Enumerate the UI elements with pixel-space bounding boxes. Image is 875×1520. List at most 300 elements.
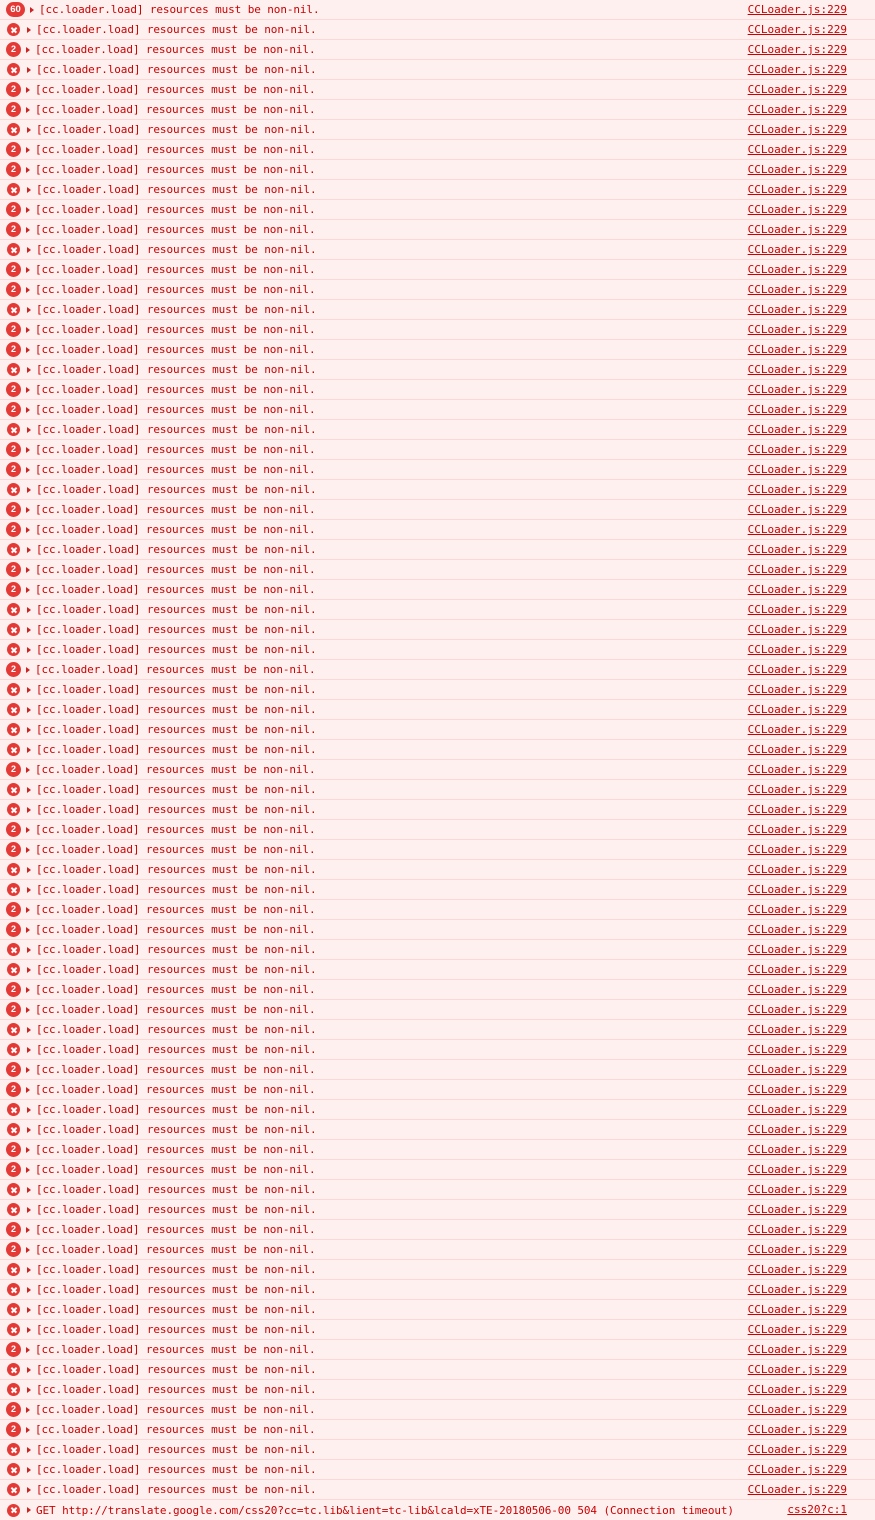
disclosure-triangle-icon[interactable]	[27, 1447, 31, 1453]
console-message: [cc.loader.load] resources must be non-nil.	[35, 583, 316, 596]
console-message: [cc.loader.load] resources must be non-nil.	[36, 243, 317, 256]
disclosure-triangle-icon[interactable]	[26, 47, 30, 53]
source-link[interactable]: CCLoader.js:229	[747, 1263, 847, 1276]
disclosure-triangle-icon[interactable]	[26, 987, 30, 993]
console-row[interactable]	[0, 1000, 875, 1020]
console-row[interactable]	[0, 1220, 875, 1240]
source-link[interactable]: CCLoader.js:229	[747, 803, 847, 816]
source-link[interactable]: CCLoader.js:229	[747, 1183, 847, 1196]
source-link[interactable]: CCLoader.js:229	[747, 1123, 847, 1136]
source-link[interactable]: CCLoader.js:229	[747, 83, 847, 96]
source-link[interactable]: CCLoader.js:229	[747, 1283, 847, 1296]
error-circle-icon	[7, 803, 20, 816]
console-row[interactable]	[0, 280, 875, 300]
source-link[interactable]: CCLoader.js:229	[747, 523, 847, 536]
disclosure-triangle-icon[interactable]	[26, 1167, 30, 1173]
console-row[interactable]	[0, 1240, 875, 1260]
error-circle-icon	[7, 423, 20, 436]
source-link[interactable]: CCLoader.js:229	[747, 1323, 847, 1336]
error-circle-icon	[7, 1283, 20, 1296]
console-row[interactable]	[0, 1300, 875, 1320]
console-row[interactable]	[0, 560, 875, 580]
disclosure-triangle-icon[interactable]	[26, 1227, 30, 1233]
source-link[interactable]: CCLoader.js:229	[747, 663, 847, 676]
repeat-count-badge: 2	[6, 1402, 21, 1417]
disclosure-triangle-icon[interactable]	[26, 827, 30, 833]
repeat-count-badge: 2	[6, 582, 21, 597]
console-message: [cc.loader.load] resources must be non-nil.	[35, 403, 316, 416]
source-link[interactable]: CCLoader.js:229	[747, 163, 847, 176]
error-circle-icon	[7, 543, 20, 556]
disclosure-triangle-icon[interactable]	[26, 507, 30, 513]
console-message: [cc.loader.load] resources must be non-nil.	[36, 603, 317, 616]
console-message: [cc.loader.load] resources must be non-nil.	[35, 1063, 316, 1076]
console-message: [cc.loader.load] resources must be non-nil.	[35, 563, 316, 576]
console-row[interactable]	[0, 1100, 875, 1120]
disclosure-triangle-icon[interactable]	[26, 347, 30, 353]
console-row[interactable]	[0, 120, 875, 140]
console-row[interactable]	[0, 460, 875, 480]
console-row[interactable]	[0, 180, 875, 200]
repeat-count-badge: 2	[6, 262, 21, 277]
console-row[interactable]	[0, 320, 875, 340]
source-link[interactable]: CCLoader.js:229	[747, 583, 847, 596]
disclosure-triangle-icon[interactable]	[26, 107, 30, 113]
disclosure-triangle-icon[interactable]	[26, 847, 30, 853]
console-row[interactable]	[0, 1020, 875, 1040]
disclosure-triangle-icon[interactable]	[27, 127, 31, 133]
console-row[interactable]	[0, 60, 875, 80]
repeat-count-badge: 2	[6, 502, 21, 517]
disclosure-triangle-icon[interactable]	[26, 207, 30, 213]
source-link[interactable]: CCLoader.js:229	[747, 383, 847, 396]
source-link[interactable]: CCLoader.js:229	[747, 1463, 847, 1476]
disclosure-triangle-icon[interactable]	[27, 1267, 31, 1273]
console-message: [cc.loader.load] resources must be non-nil.	[36, 643, 317, 656]
repeat-count-badge: 2	[6, 982, 21, 997]
console-message: [cc.loader.load] resources must be non-nil.	[36, 1043, 317, 1056]
source-link[interactable]: CCLoader.js:229	[747, 983, 847, 996]
console-message: [cc.loader.load] resources must be non-nil.	[36, 423, 317, 436]
disclosure-triangle-icon[interactable]	[27, 787, 31, 793]
console-message: [cc.loader.load] resources must be non-nil.	[35, 83, 316, 96]
repeat-count-badge: 2	[6, 1342, 21, 1357]
disclosure-triangle-icon[interactable]	[27, 1187, 31, 1193]
console-row[interactable]	[0, 1400, 875, 1420]
repeat-count-badge: 2	[6, 1422, 21, 1437]
disclosure-triangle-icon[interactable]	[26, 767, 30, 773]
repeat-count-badge: 2	[6, 1162, 21, 1177]
disclosure-triangle-icon[interactable]	[26, 447, 30, 453]
disclosure-triangle-icon[interactable]	[27, 427, 31, 433]
source-link[interactable]: CCLoader.js:229	[747, 123, 847, 136]
console-row[interactable]	[0, 660, 875, 680]
source-link[interactable]: CCLoader.js:229	[747, 283, 847, 296]
console-row[interactable]	[0, 760, 875, 780]
disclosure-triangle-icon[interactable]	[27, 687, 31, 693]
console-message: [cc.loader.load] resources must be non-nil.	[36, 63, 317, 76]
source-link[interactable]: CCLoader.js:229	[747, 923, 847, 936]
source-link[interactable]: CCLoader.js:229	[747, 1103, 847, 1116]
disclosure-triangle-icon[interactable]	[27, 307, 31, 313]
console-row[interactable]	[0, 80, 875, 100]
console-message: [cc.loader.load] resources must be non-nil.	[36, 683, 317, 696]
source-link[interactable]: CCLoader.js:229	[747, 503, 847, 516]
console-row[interactable]	[0, 1120, 875, 1140]
disclosure-triangle-icon[interactable]	[26, 1347, 30, 1353]
source-link[interactable]: CCLoader.js:229	[747, 63, 847, 76]
console-message: [cc.loader.load] resources must be non-nil.	[35, 983, 316, 996]
source-link[interactable]: CCLoader.js:229	[747, 1443, 847, 1456]
disclosure-triangle-icon[interactable]	[30, 7, 34, 13]
source-link[interactable]: CCLoader.js:229	[747, 963, 847, 976]
console-message: [cc.loader.load] resources must be non-nil.	[35, 223, 316, 236]
console-message: [cc.loader.load] resources must be non-nil.	[36, 1483, 317, 1496]
console-row[interactable]	[0, 1480, 875, 1500]
console-row[interactable]	[0, 20, 875, 40]
repeat-count-badge: 2	[6, 162, 21, 177]
disclosure-triangle-icon[interactable]	[26, 1407, 30, 1413]
console-row[interactable]	[0, 1360, 875, 1380]
console-row[interactable]	[0, 1080, 875, 1100]
console-message: [cc.loader.load] resources must be non-nil.	[36, 863, 317, 876]
console-message: [cc.loader.load] resources must be non-nil.	[36, 123, 317, 136]
disclosure-triangle-icon[interactable]	[26, 1147, 30, 1153]
disclosure-triangle-icon[interactable]	[27, 367, 31, 373]
repeat-count-badge: 2	[6, 562, 21, 577]
source-link[interactable]: CCLoader.js:229	[747, 1483, 847, 1496]
source-link[interactable]: CCLoader.js:229	[747, 323, 847, 336]
disclosure-triangle-icon[interactable]	[26, 467, 30, 473]
disclosure-triangle-icon[interactable]	[26, 147, 30, 153]
source-link[interactable]: CCLoader.js:229	[747, 463, 847, 476]
disclosure-triangle-icon[interactable]	[27, 1027, 31, 1033]
source-link[interactable]: CCLoader.js:229	[747, 343, 847, 356]
source-link[interactable]: CCLoader.js:229	[747, 943, 847, 956]
console-row[interactable]	[0, 160, 875, 180]
source-link[interactable]: CCLoader.js:229	[747, 903, 847, 916]
console-row[interactable]	[0, 920, 875, 940]
console-row[interactable]	[0, 1260, 875, 1280]
source-link[interactable]: CCLoader.js:229	[747, 1163, 847, 1176]
repeat-count-badge: 2	[6, 1062, 21, 1077]
source-link[interactable]: CCLoader.js:229	[747, 1423, 847, 1436]
console-message: [cc.loader.load] resources must be non-nil.	[36, 1103, 317, 1116]
source-link[interactable]: CCLoader.js:229	[747, 23, 847, 36]
disclosure-triangle-icon[interactable]	[27, 487, 31, 493]
console-message: [cc.loader.load] resources must be non-nil.	[35, 323, 316, 336]
disclosure-triangle-icon[interactable]	[27, 1287, 31, 1293]
console-row[interactable]	[0, 1440, 875, 1460]
disclosure-triangle-icon[interactable]	[27, 947, 31, 953]
console-row[interactable]	[0, 820, 875, 840]
console-row[interactable]	[0, 1340, 875, 1360]
disclosure-triangle-icon[interactable]	[26, 407, 30, 413]
console-row[interactable]	[0, 1320, 875, 1340]
disclosure-triangle-icon[interactable]	[27, 707, 31, 713]
source-link[interactable]: CCLoader.js:229	[747, 1223, 847, 1236]
disclosure-triangle-icon[interactable]	[27, 1207, 31, 1213]
console-row[interactable]	[0, 100, 875, 120]
disclosure-triangle-icon[interactable]	[27, 1327, 31, 1333]
source-link[interactable]: css20?c:1	[787, 1503, 847, 1516]
console-message: [cc.loader.load] resources must be non-nil.	[35, 1143, 316, 1156]
repeat-count-badge: 60	[6, 2, 25, 17]
disclosure-triangle-icon[interactable]	[26, 267, 30, 273]
console-message: [cc.loader.load] resources must be non-nil.	[35, 1243, 316, 1256]
disclosure-triangle-icon[interactable]	[27, 727, 31, 733]
console-row-network-error[interactable]	[0, 1500, 875, 1520]
console-row[interactable]	[0, 540, 875, 560]
console-row[interactable]	[0, 700, 875, 720]
disclosure-triangle-icon[interactable]	[26, 1427, 30, 1433]
source-link[interactable]: CCLoader.js:229	[747, 3, 847, 16]
console-row[interactable]	[0, 600, 875, 620]
source-link[interactable]: CCLoader.js:229	[747, 563, 847, 576]
repeat-count-badge: 2	[6, 82, 21, 97]
disclosure-triangle-icon[interactable]	[27, 1107, 31, 1113]
console-row[interactable]	[0, 260, 875, 280]
console-row[interactable]	[0, 200, 875, 220]
console-row[interactable]	[0, 340, 875, 360]
repeat-count-badge: 2	[6, 1242, 21, 1257]
disclosure-triangle-icon[interactable]	[26, 587, 30, 593]
source-link[interactable]: CCLoader.js:229	[747, 543, 847, 556]
repeat-count-badge: 2	[6, 902, 21, 917]
source-link[interactable]: CCLoader.js:229	[747, 223, 847, 236]
console-row[interactable]	[0, 400, 875, 420]
console-row[interactable]	[0, 800, 875, 820]
source-link[interactable]: CCLoader.js:229	[747, 183, 847, 196]
disclosure-triangle-icon[interactable]	[26, 87, 30, 93]
source-link[interactable]: CCLoader.js:229	[747, 1003, 847, 1016]
source-link[interactable]: CCLoader.js:229	[747, 483, 847, 496]
disclosure-triangle-icon[interactable]	[26, 1067, 30, 1073]
source-link[interactable]: CCLoader.js:229	[747, 783, 847, 796]
disclosure-triangle-icon[interactable]	[27, 1487, 31, 1493]
disclosure-triangle-icon[interactable]	[27, 807, 31, 813]
source-link[interactable]: CCLoader.js:229	[747, 823, 847, 836]
disclosure-triangle-icon[interactable]	[27, 887, 31, 893]
console-row[interactable]	[0, 1420, 875, 1440]
source-link[interactable]: CCLoader.js:229	[747, 1403, 847, 1416]
console-row[interactable]	[0, 980, 875, 1000]
console-row[interactable]	[0, 480, 875, 500]
console-row[interactable]	[0, 740, 875, 760]
source-link[interactable]: CCLoader.js:229	[747, 1203, 847, 1216]
console-row[interactable]	[0, 420, 875, 440]
console-message: [cc.loader.load] resources must be non-nil.	[36, 803, 317, 816]
disclosure-triangle-icon[interactable]	[27, 1387, 31, 1393]
source-link[interactable]: CCLoader.js:229	[747, 603, 847, 616]
console-message: [cc.loader.load] resources must be non-nil.	[35, 843, 316, 856]
disclosure-triangle-icon[interactable]	[27, 1047, 31, 1053]
disclosure-triangle-icon[interactable]	[26, 907, 30, 913]
source-link[interactable]: CCLoader.js:229	[747, 623, 847, 636]
console-row[interactable]	[0, 1060, 875, 1080]
console-message: [cc.loader.load] resources must be non-nil.	[36, 783, 317, 796]
repeat-count-badge: 2	[6, 1222, 21, 1237]
console-row[interactable]	[0, 300, 875, 320]
console-row[interactable]	[0, 900, 875, 920]
disclosure-triangle-icon[interactable]	[26, 667, 30, 673]
console-message: [cc.loader.load] resources must be non-nil.	[35, 763, 316, 776]
source-link[interactable]: CCLoader.js:229	[747, 1143, 847, 1156]
console-message: [cc.loader.load] resources must be non-nil.	[36, 363, 317, 376]
console-row[interactable]	[0, 520, 875, 540]
disclosure-triangle-icon[interactable]	[27, 1307, 31, 1313]
error-circle-icon	[7, 883, 20, 896]
console-row[interactable]	[0, 960, 875, 980]
source-link[interactable]: CCLoader.js:229	[747, 863, 847, 876]
console-message: [cc.loader.load] resources must be non-nil.	[35, 103, 316, 116]
error-circle-icon	[7, 123, 20, 136]
console-row[interactable]	[0, 1160, 875, 1180]
disclosure-triangle-icon[interactable]	[26, 287, 30, 293]
disclosure-triangle-icon[interactable]	[26, 1247, 30, 1253]
console-row[interactable]	[0, 500, 875, 520]
source-link[interactable]: CCLoader.js:229	[747, 1243, 847, 1256]
error-circle-icon	[7, 1383, 20, 1396]
source-link[interactable]: CCLoader.js:229	[747, 683, 847, 696]
source-link[interactable]: CCLoader.js:229	[747, 1383, 847, 1396]
disclosure-triangle-icon[interactable]	[27, 867, 31, 873]
disclosure-triangle-icon[interactable]	[26, 927, 30, 933]
source-link[interactable]: CCLoader.js:229	[747, 423, 847, 436]
console-row[interactable]	[0, 220, 875, 240]
disclosure-triangle-icon[interactable]	[27, 967, 31, 973]
source-link[interactable]: CCLoader.js:229	[747, 443, 847, 456]
disclosure-triangle-icon[interactable]	[27, 547, 31, 553]
source-link[interactable]: CCLoader.js:229	[747, 763, 847, 776]
error-circle-icon	[7, 1043, 20, 1056]
error-circle-icon	[7, 1463, 20, 1476]
source-link[interactable]: CCLoader.js:229	[747, 43, 847, 56]
disclosure-triangle-icon[interactable]	[27, 747, 31, 753]
error-circle-icon	[7, 1263, 20, 1276]
console-row[interactable]	[0, 680, 875, 700]
error-circle-icon	[7, 363, 20, 376]
console-row[interactable]	[0, 860, 875, 880]
source-link[interactable]: CCLoader.js:229	[747, 1023, 847, 1036]
source-link[interactable]: CCLoader.js:229	[747, 1363, 847, 1376]
console-row[interactable]	[0, 0, 875, 20]
repeat-count-badge: 2	[6, 762, 21, 777]
source-link[interactable]: CCLoader.js:229	[747, 723, 847, 736]
source-link[interactable]: CCLoader.js:229	[747, 1343, 847, 1356]
console-row[interactable]	[0, 380, 875, 400]
source-link[interactable]: CCLoader.js:229	[747, 743, 847, 756]
source-link[interactable]: CCLoader.js:229	[747, 703, 847, 716]
console-message: [cc.loader.load] resources must be non-nil.	[36, 23, 317, 36]
console-row[interactable]	[0, 620, 875, 640]
console-message: [cc.loader.load] resources must be non-nil.	[36, 1283, 317, 1296]
console-row[interactable]	[0, 840, 875, 860]
disclosure-triangle-icon[interactable]	[27, 1467, 31, 1473]
disclosure-triangle-icon[interactable]	[26, 327, 30, 333]
console-row[interactable]	[0, 1380, 875, 1400]
source-link[interactable]: CCLoader.js:229	[747, 203, 847, 216]
source-link[interactable]: CCLoader.js:229	[747, 1063, 847, 1076]
disclosure-triangle-icon[interactable]	[26, 567, 30, 573]
source-link[interactable]: CCLoader.js:229	[747, 1083, 847, 1096]
disclosure-triangle-icon[interactable]	[27, 1127, 31, 1133]
source-link[interactable]: CCLoader.js:229	[747, 363, 847, 376]
source-link[interactable]: CCLoader.js:229	[747, 1303, 847, 1316]
disclosure-triangle-icon[interactable]	[26, 1007, 30, 1013]
disclosure-triangle-icon[interactable]	[26, 227, 30, 233]
console-row[interactable]	[0, 1140, 875, 1160]
console-message: [cc.loader.load] resources must be non-nil.	[35, 1223, 316, 1236]
disclosure-triangle-icon[interactable]	[27, 1507, 31, 1513]
console-row[interactable]	[0, 940, 875, 960]
source-link[interactable]: CCLoader.js:229	[747, 143, 847, 156]
disclosure-triangle-icon[interactable]	[27, 27, 31, 33]
error-circle-icon	[7, 863, 20, 876]
source-link[interactable]: CCLoader.js:229	[747, 883, 847, 896]
error-circle-icon	[7, 23, 20, 36]
console-message: [cc.loader.load] resources must be non-nil.	[36, 743, 317, 756]
console-row[interactable]	[0, 780, 875, 800]
disclosure-triangle-icon[interactable]	[27, 67, 31, 73]
error-circle-icon	[7, 183, 20, 196]
disclosure-triangle-icon[interactable]	[27, 627, 31, 633]
disclosure-triangle-icon[interactable]	[26, 1087, 30, 1093]
error-circle-icon	[7, 1303, 20, 1316]
error-circle-icon	[7, 783, 20, 796]
disclosure-triangle-icon[interactable]	[26, 387, 30, 393]
console-row[interactable]	[0, 360, 875, 380]
source-link[interactable]: CCLoader.js:229	[747, 1043, 847, 1056]
console-row[interactable]	[0, 140, 875, 160]
disclosure-triangle-icon[interactable]	[27, 247, 31, 253]
source-link[interactable]: CCLoader.js:229	[747, 243, 847, 256]
repeat-count-badge: 2	[6, 1142, 21, 1157]
source-link[interactable]: CCLoader.js:229	[747, 263, 847, 276]
console-row[interactable]	[0, 40, 875, 60]
console-row[interactable]	[0, 580, 875, 600]
console-row[interactable]	[0, 640, 875, 660]
console-row[interactable]	[0, 1460, 875, 1480]
console-message: [cc.loader.load] resources must be non-nil.	[35, 283, 316, 296]
console-row[interactable]	[0, 1280, 875, 1300]
console-message: [cc.loader.load] resources must be non-nil.	[36, 183, 317, 196]
disclosure-triangle-icon[interactable]	[27, 647, 31, 653]
console-message: [cc.loader.load] resources must be non-nil.	[36, 723, 317, 736]
console-row[interactable]	[0, 240, 875, 260]
source-link[interactable]: CCLoader.js:229	[747, 303, 847, 316]
disclosure-triangle-icon[interactable]	[26, 527, 30, 533]
console-row[interactable]	[0, 1200, 875, 1220]
disclosure-triangle-icon[interactable]	[27, 607, 31, 613]
console-row[interactable]	[0, 1180, 875, 1200]
console-row[interactable]	[0, 1040, 875, 1060]
source-link[interactable]: CCLoader.js:229	[747, 403, 847, 416]
repeat-count-badge: 2	[6, 342, 21, 357]
error-circle-icon	[7, 1203, 20, 1216]
source-link[interactable]: CCLoader.js:229	[747, 843, 847, 856]
console-row[interactable]	[0, 880, 875, 900]
disclosure-triangle-icon[interactable]	[27, 187, 31, 193]
console-row[interactable]	[0, 440, 875, 460]
repeat-count-badge: 2	[6, 42, 21, 57]
source-link[interactable]: CCLoader.js:229	[747, 643, 847, 656]
disclosure-triangle-icon[interactable]	[27, 1367, 31, 1373]
source-link[interactable]: CCLoader.js:229	[747, 103, 847, 116]
disclosure-triangle-icon[interactable]	[26, 167, 30, 173]
console-row[interactable]	[0, 720, 875, 740]
error-circle-icon	[7, 723, 20, 736]
